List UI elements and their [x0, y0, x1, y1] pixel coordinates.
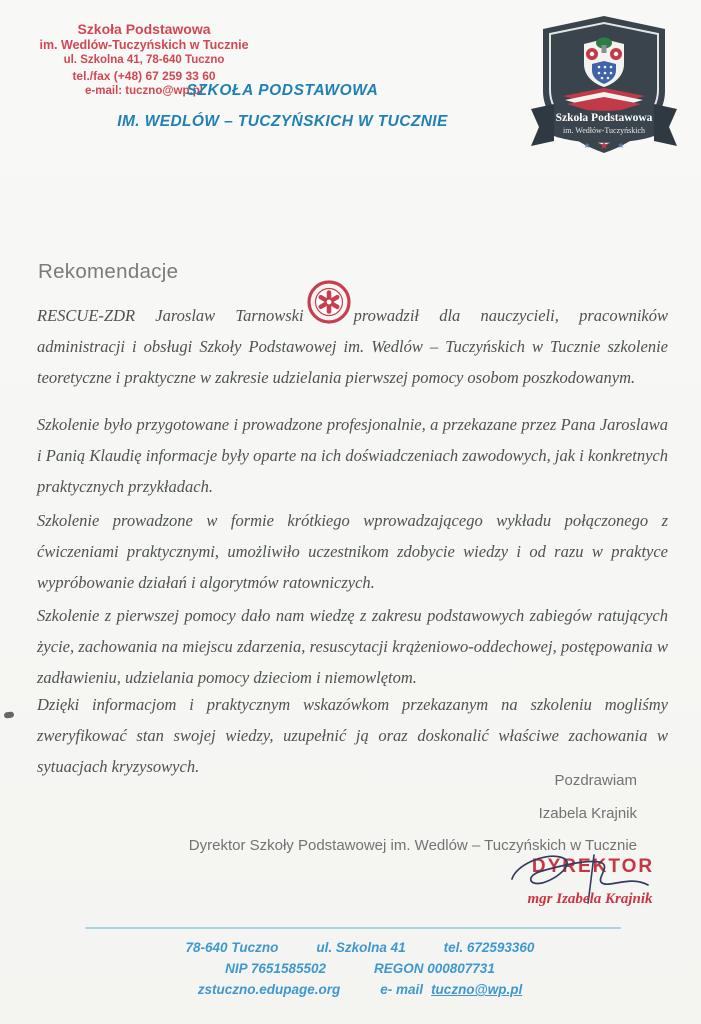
footer-web-row [90, 982, 630, 997]
school-logo [527, 12, 681, 164]
footer-regon: REGON 000807731 [374, 961, 495, 976]
contact-stamp-patron: im. Wedlów-Tuczyńskich w Tucznie [39, 37, 249, 52]
paragraph-thanks: Dzięki informacjom i praktycznym wskazówkom przekazanym na szkoleniu mogliśmy zweryfikować stan swojej wiedzy, uzupełnić ją oraz doskonalić właściwe zachowania w sytuacjach kryzysowych. [37, 695, 668, 776]
school-crest-icon [527, 12, 681, 164]
footer-email: tuczno@wp.pl [431, 982, 523, 997]
contact-stamp-school-name: Szkoła Podstawowa [77, 21, 211, 37]
footer-divider [85, 927, 621, 929]
paragraph-intro [37, 300, 668, 393]
contact-stamp-email: e-mail: tuczno@wp.pl [85, 85, 203, 97]
page-title: Rekomendacje [38, 260, 179, 283]
logo-star-right-icon: ★ [617, 141, 625, 150]
footer-address-row [90, 940, 630, 955]
footer-website: zstuczno.edupage.org [197, 982, 341, 997]
paragraph-intro-before-stamp: RESCUE-ZDR Jaroslaw Tarnowski [37, 306, 304, 325]
letterhead-title [55, 82, 510, 131]
footer-street: ul. Szkolna 41 [316, 940, 406, 955]
footer-email-label: e- mail [380, 982, 424, 997]
footer-email-pair [380, 982, 522, 997]
paragraph-skills: Szkolenie z pierwszej pomocy dało nam wiedzę z zakresu podstawowych zabiegów ratujących życie, zachowania na miejscu zdarzenia, resuscytacji krążeniowo-oddechowej, postępowania w zadławieniu, udzielania pomocy dzieciom i niemowlętom. [37, 606, 668, 687]
footer-ids-row [90, 961, 630, 976]
paragraph-intro-after-stamp: prowadził dla nauczycieli, pracowników administracji i obsługi Szkoły Podstawowej im. Wedlów – Tuczyńskich w Tucznie szkolenie teoretyczne i praktyczne w zakresie udzielania pierwszej pomocy osobom poszkodowanym. [37, 306, 668, 387]
scan-artifact-mark [4, 711, 15, 718]
paragraph-professional: Szkolenie było przygotowane i prowadzone profesjonalnie, a przekazane przez Pana Jaroslawa i Panią Klaudię informacje były oparte na ich doświadczeniach zawodowych, jak i konkretnych praktycznych przykładach. [37, 415, 668, 496]
footer-city: 78-640 Tuczno [185, 940, 279, 955]
director-stamp-name: mgr Izabela Krajnik [527, 891, 653, 907]
contact-stamp-address: ul. Szkolna 41, 78-640 Tuczno [63, 54, 225, 66]
logo-star-center-icon: ★ [599, 140, 609, 152]
letterhead-title-line1: SZKOŁA PODSTAWOWA [186, 82, 379, 99]
logo-ribbon-patron: im. Wedłów-Tuczyńskich [562, 126, 646, 135]
rescue-round-seal-icon [307, 280, 351, 324]
rescue-seal-slot [304, 307, 354, 321]
contact-stamp-phone: tel./fax (+48) 67 259 33 60 [72, 68, 216, 83]
footer-phone: tel. 672593360 [443, 940, 535, 955]
paragraph-format: Szkolenie prowadzone w formie krótkiego wprowadzającego wykładu połączonego z ćwiczeniami praktycznymi, umożliwiło uczestnikom zdobycie wiedzy i od razu w praktyce wypróbowanie działań i algorytmów ratowniczych. [37, 511, 668, 592]
director-stamp-title: DYREKTOR [531, 856, 655, 877]
logo-ribbon-school-name: Szkoła Podstawowa [555, 112, 653, 124]
signer-name: Izabela Krajnik [538, 805, 637, 822]
signer-role: Dyrektor Szkoły Podstawowej im. Wedlów – Tuczyńskich w Tucznie [188, 837, 637, 854]
closing-word: Pozdrawiam [554, 772, 637, 789]
footer-nip: NIP 7651585502 [225, 961, 326, 976]
logo-star-left-icon: ★ [583, 141, 591, 150]
letterhead-title-line2: IM. WEDLÓW – TUCZYŃSKICH W TUCZNIE [117, 113, 448, 130]
